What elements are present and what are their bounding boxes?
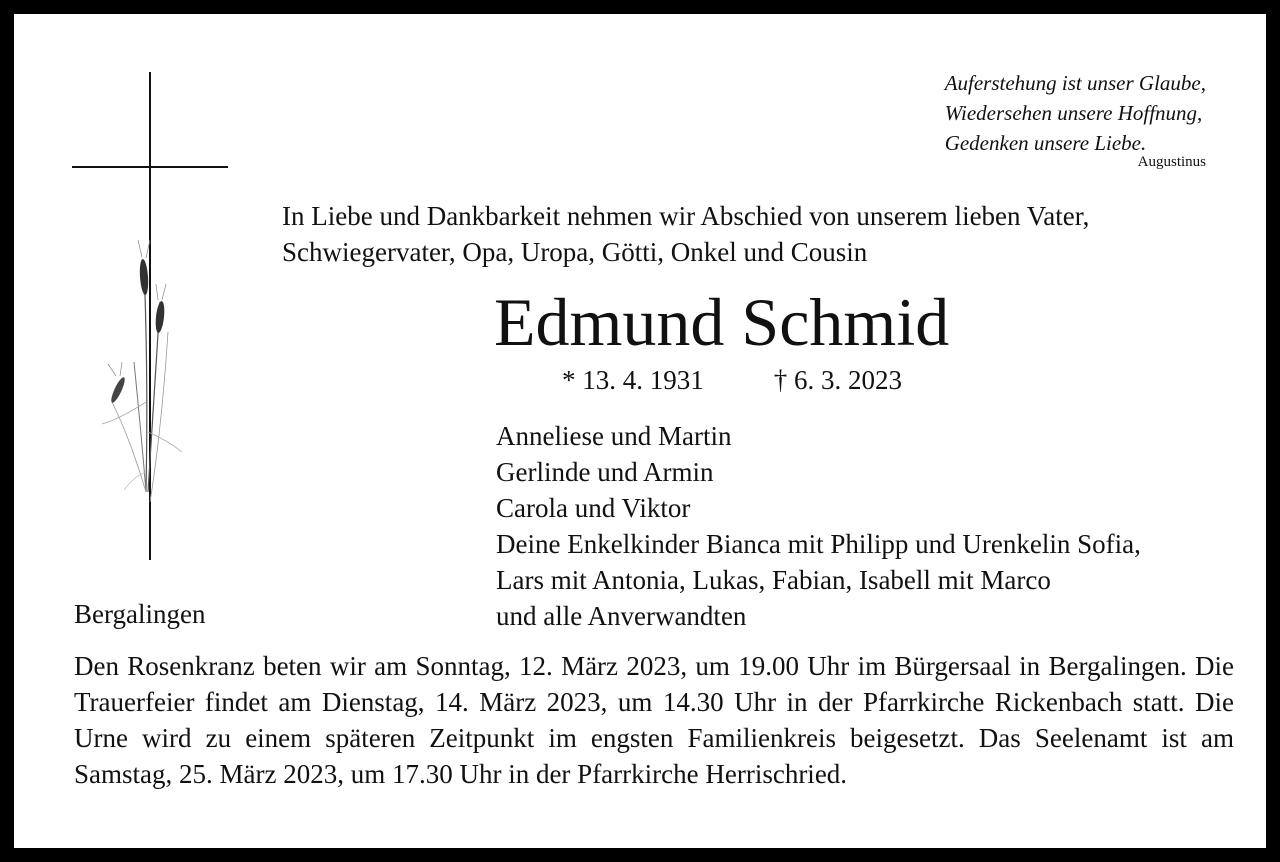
cross-with-wheat-icon — [72, 72, 232, 562]
motto-line: Auferstehung ist unser Glaube, — [944, 71, 1206, 95]
mourner-line: Anneliese und Martin — [496, 421, 732, 451]
mourner-line: und alle Anverwandten — [496, 601, 747, 631]
mourners-list — [496, 418, 1256, 634]
mourner-line: Carola und Viktor — [496, 493, 691, 523]
intro-line: Schwiegervater, Opa, Uropa, Götti, Onkel und Cousin — [282, 237, 868, 267]
death-date: † 6. 3. 2023 — [773, 365, 902, 395]
deceased-name: Edmund Schmid — [494, 284, 950, 360]
mourner-line: Lars mit Antonia, Lukas, Fabian, Isabell mit Marco — [496, 565, 1051, 595]
intro-text — [282, 198, 1242, 270]
birth-date: * 13. 4. 1931 — [562, 365, 704, 395]
motto-author: Augustinus — [1137, 154, 1206, 170]
mourner-line: Gerlinde und Armin — [496, 457, 714, 487]
mourner-line: Deine Enkelkinder Bianca mit Philipp und Urenkelin Sofia, — [496, 529, 1141, 559]
place-name: Bergalingen — [74, 599, 206, 629]
motto-quote — [945, 68, 1206, 158]
motto-line: Gedenken unsere Liebe. — [944, 131, 1147, 155]
service-notice: Den Rosenkranz beten wir am Sonntag, 12. März 2023, um 19.00 Uhr im Bürgersaal in Bergalingen. Die Trauerfeier findet am Dienstag, 14. März 2023, um 14.30 Uhr in der Pfarrkirche Rickenbach statt. Die Urne wird zu einem späteren Zeitpunkt im engsten Familienkreis beigesetzt. Das Seelenamt ist am Samstag, 25. März 2023, um 17.30 Uhr in der Pfarrkirche Herrischried. — [74, 651, 1234, 789]
intro-line: In Liebe und Dankbarkeit nehmen wir Abschied von unserem lieben Vater, — [282, 201, 1090, 231]
life-dates — [562, 362, 902, 398]
motto-line: Wiedersehen unsere Hoffnung, — [944, 101, 1203, 125]
